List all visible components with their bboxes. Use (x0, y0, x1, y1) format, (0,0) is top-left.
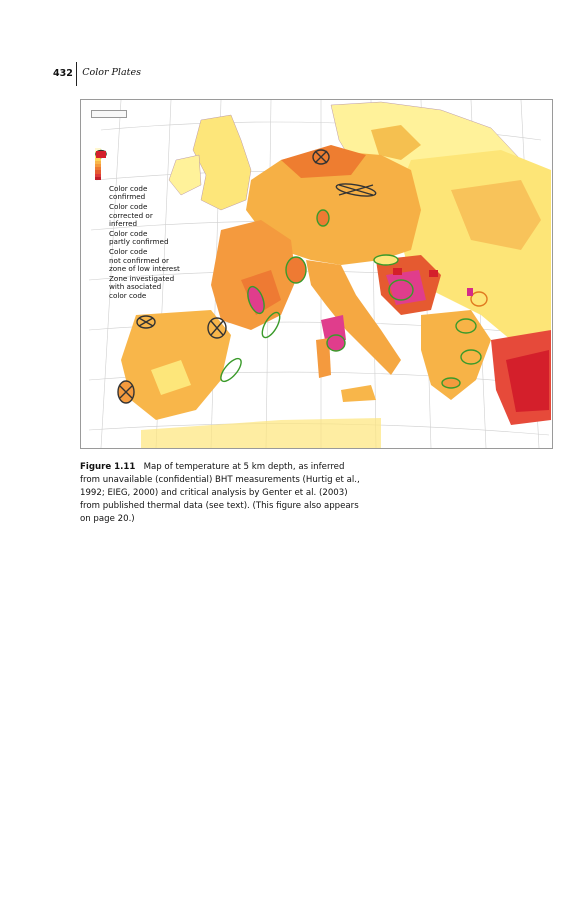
marker-ellipse (286, 257, 306, 283)
legend-item (95, 185, 185, 202)
region-france (211, 220, 296, 330)
map-banner (91, 110, 127, 118)
zone-square (393, 268, 402, 275)
crossed-ellipse-icon (95, 248, 107, 262)
legend-item-label: Color code not confirmed or zone of low interest (109, 247, 180, 274)
running-head (53, 62, 141, 86)
marker-ellipse (442, 378, 460, 388)
red-square-icon (95, 275, 107, 289)
figure-caption (80, 461, 362, 526)
legend-item (95, 275, 185, 301)
scale-swatch (95, 177, 101, 180)
region-north-africa (141, 418, 381, 448)
temperature-scale (95, 148, 185, 180)
map-legend (95, 148, 185, 302)
marker-ellipse (317, 210, 329, 226)
zone-square (429, 270, 438, 277)
legend-item-label: Color code confirmed (109, 183, 148, 202)
caption-label: Figure 1.11 (80, 462, 136, 472)
caption-text: Map of temperature at 5 km depth, as inferred from unavailable (confidential) BHT measurements (Hurtig et al., 1992; EIEG, 2000) and critical analysis by Genter et al. (2003) from published thermal data (see text). (This figure also appears on page 20.) (80, 462, 363, 524)
legend-item-label: Color code corrected or inferred (109, 202, 153, 229)
page-number: 432 (53, 68, 73, 79)
filled-ellipse-icon (95, 203, 107, 217)
legend-item (95, 203, 185, 229)
running-title: Color Plates (82, 67, 141, 78)
green-ellipse-icon (95, 185, 107, 199)
region-britain (193, 115, 251, 210)
legend-item-label: Zone investigated with asociated color code (109, 273, 175, 300)
marker-ellipse (327, 335, 345, 351)
legend-item (95, 248, 185, 274)
marker-ellipse (374, 255, 398, 265)
slashed-ellipse-icon (95, 230, 107, 244)
temperature-map-figure (80, 99, 553, 449)
legend-item-label: Color code partly confirmed (109, 228, 169, 247)
header-rule (76, 62, 77, 86)
scale-row (95, 177, 185, 180)
zone-square (467, 288, 473, 296)
legend-item (95, 230, 185, 247)
region-sicily (341, 385, 376, 402)
legend-items (95, 185, 185, 301)
